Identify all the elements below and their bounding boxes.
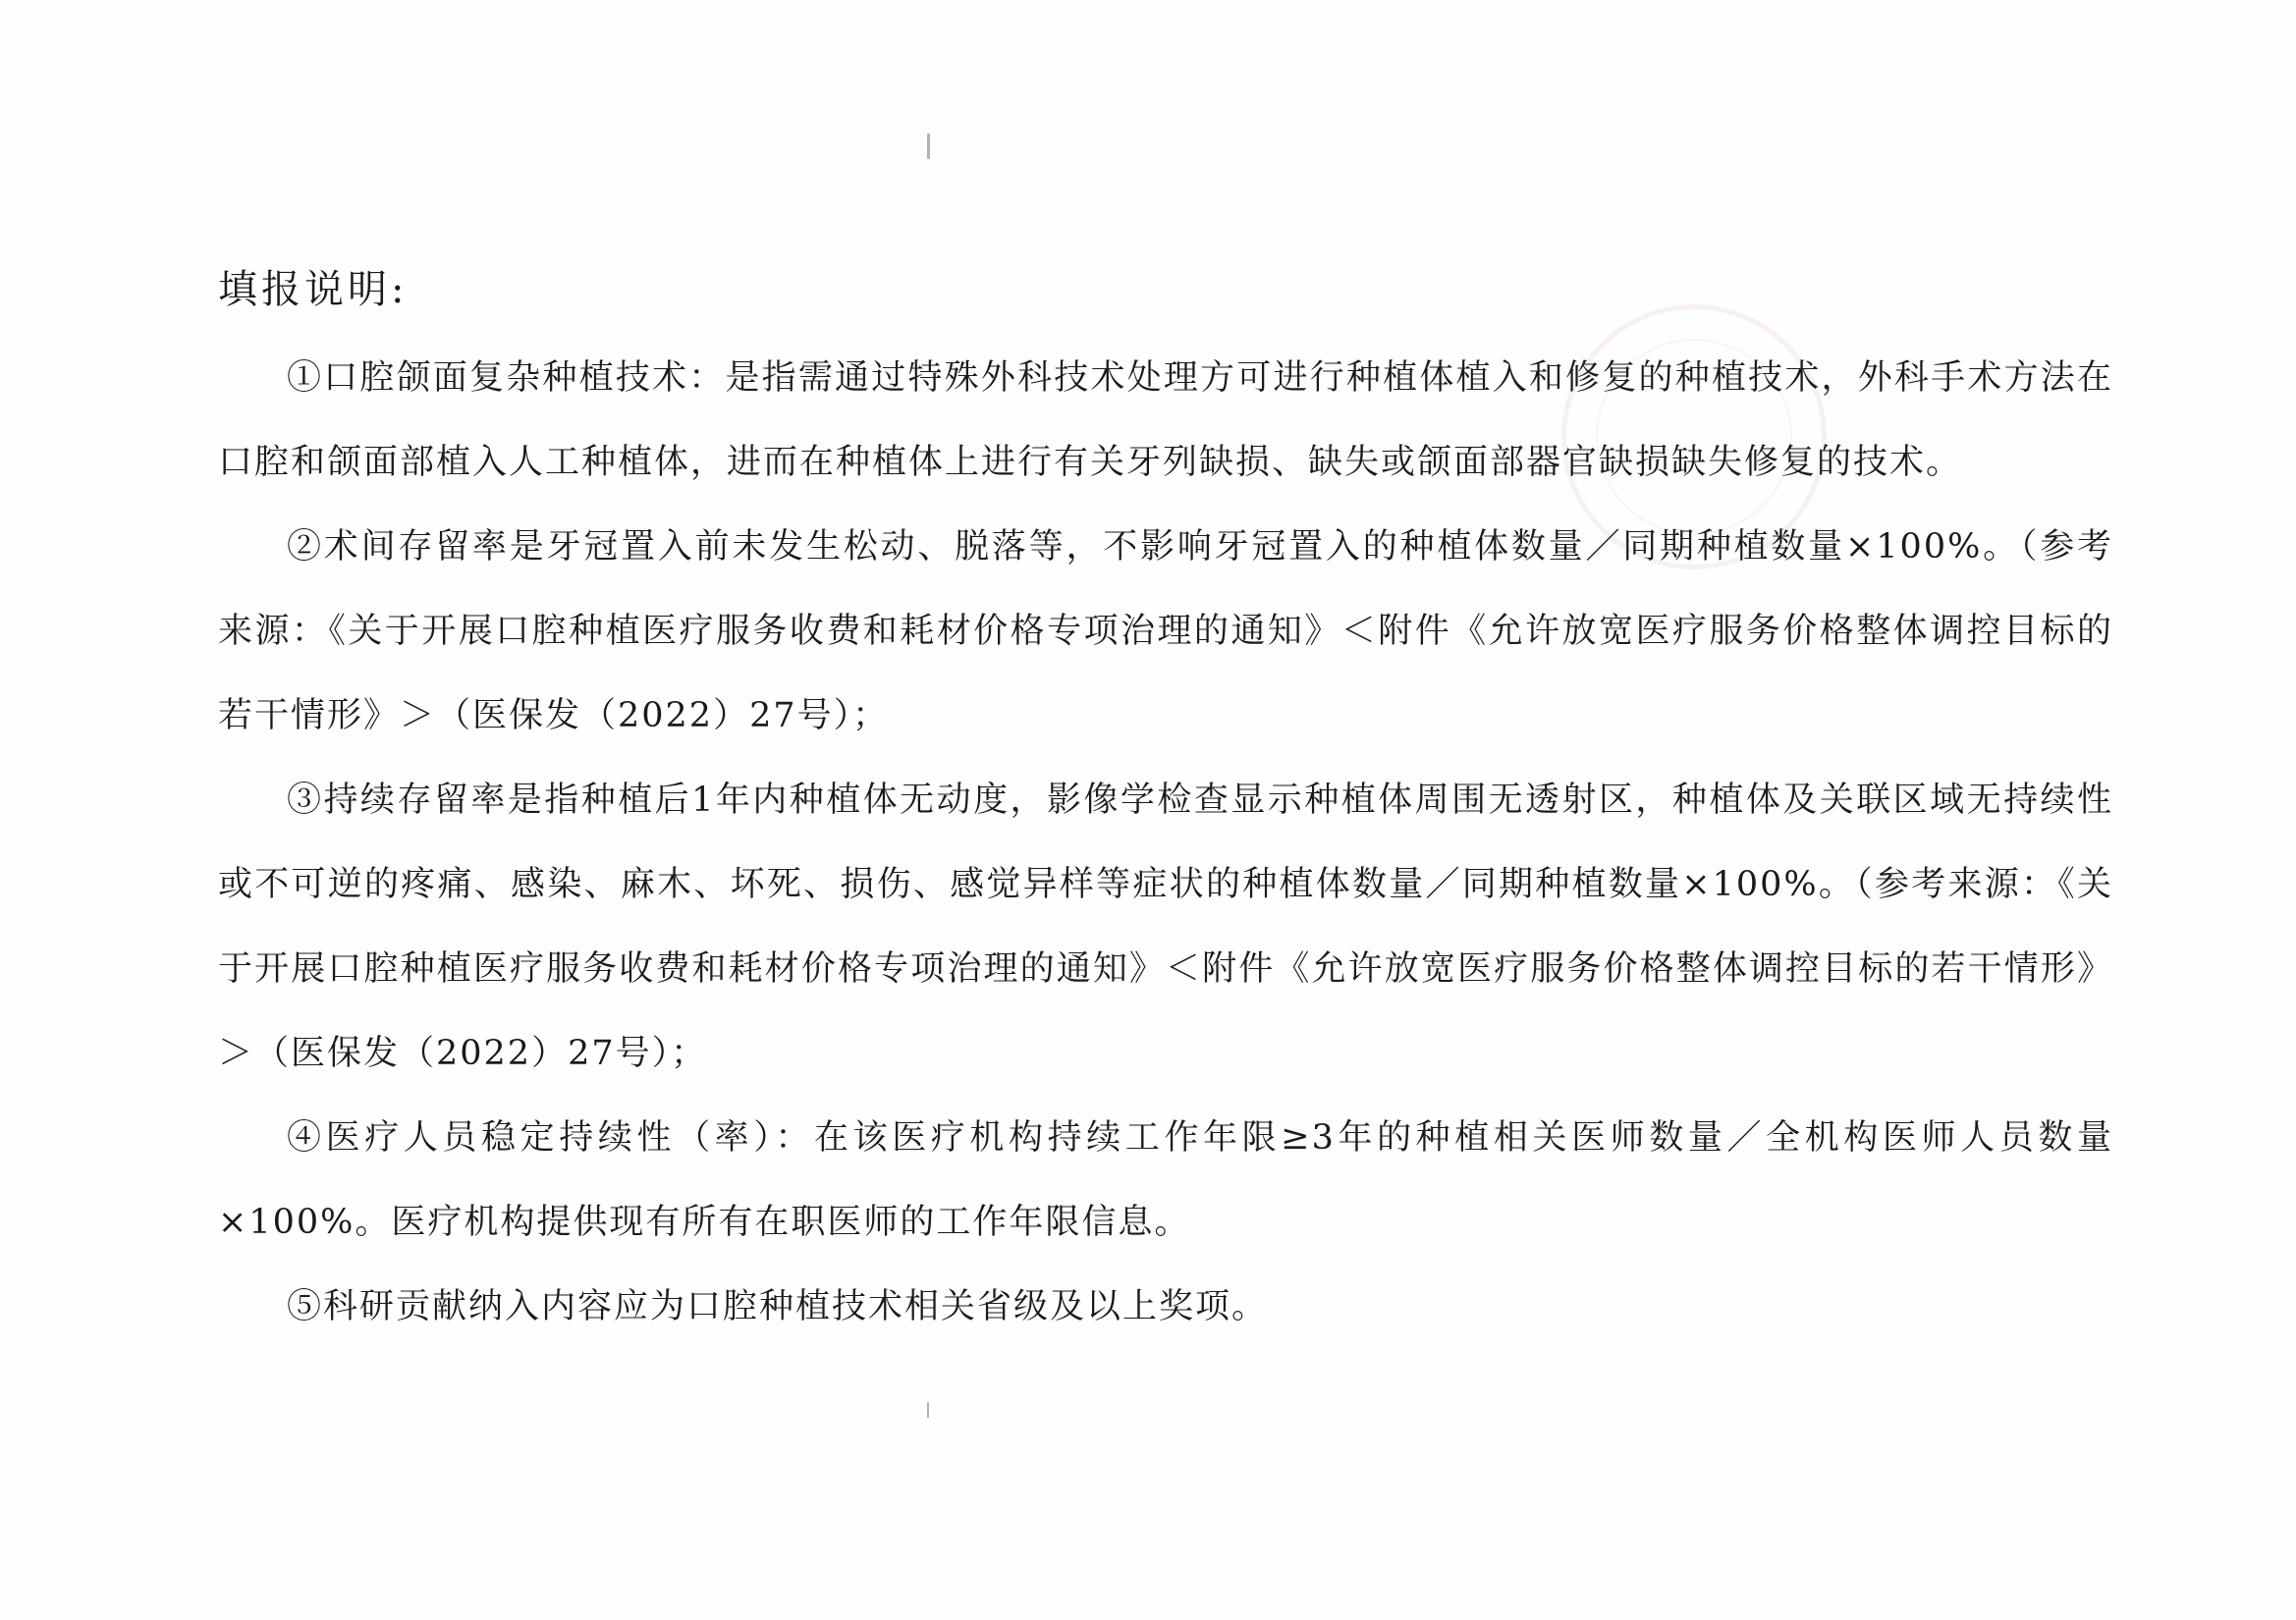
scan-mark-bottom — [927, 1402, 929, 1418]
note-paragraph-2: ②术间存留率是牙冠置入前未发生松动、脱落等，不影响牙冠置入的种植体数量／同期种植数量×100%。（参考来源：《关于开展口腔种植医疗服务收费和耗材价格专项治理的通知》＜附件《允许放宽医疗服务价格整体调控目标的若干情形》＞（医保发（2022）27号）； — [218, 527, 2113, 735]
note-paragraph-4: ④医疗人员稳定持续性（率）：在该医疗机构持续工作年限≥3年的种植相关医师数量／全机构医师人员数量×100%。医疗机构提供现有所有在职医师的工作年限信息。 — [218, 1118, 2113, 1242]
page-heading: 填报说明: — [218, 267, 409, 312]
scan-mark-top — [927, 134, 930, 159]
note-paragraph-5: ⑤科研贡献纳入内容应为口腔种植技术相关省级及以上奖项。 — [287, 1287, 1269, 1326]
note-paragraph-1: ①口腔颌面复杂种植技术：是指需通过特殊外科技术处理方可进行种植体植入和修复的种植技术，外科手术方法在口腔和颌面部植入人工种植体，进而在种植体上进行有关牙列缺损、缺失或颌面部器官缺损缺失修复的技术。 — [218, 358, 2113, 482]
document-body — [218, 336, 2113, 1349]
note-paragraph-3: ③持续存留率是指种植后1年内种植体无动度，影像学检查显示种植体周围无透射区，种植体及关联区域无持续性或不可逆的疼痛、感染、麻木、坏死、损伤、感觉异样等症状的种植体数量／同期种植数量×100%。（参考来源：《关于开展口腔种植医疗服务收费和耗材价格专项治理的通知》＜附件《允许放宽医疗服务价格整体调控目标的若干情形》＞（医保发（2022）27号）； — [218, 781, 2113, 1073]
